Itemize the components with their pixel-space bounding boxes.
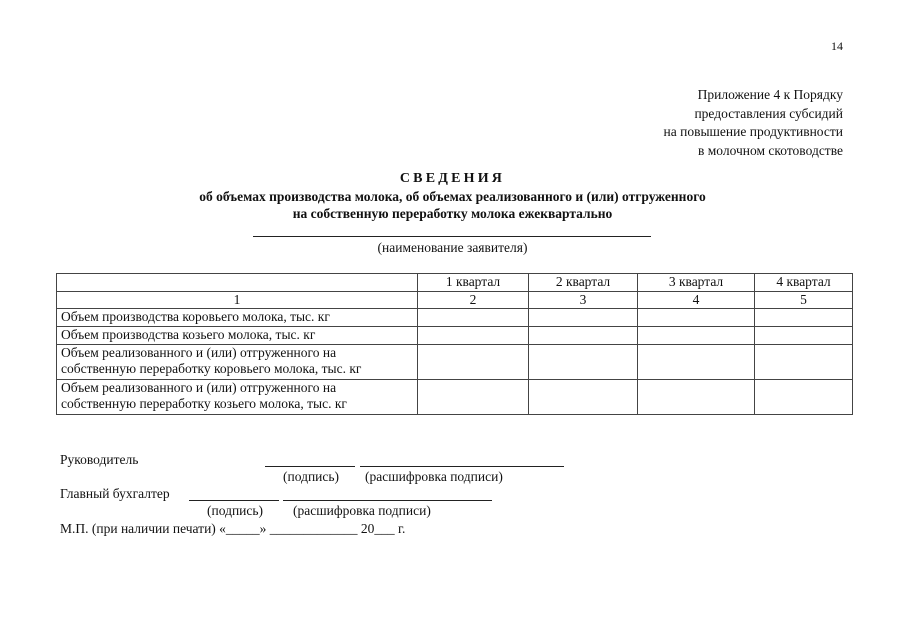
value-cell[interactable] bbox=[638, 327, 755, 345]
value-cell[interactable] bbox=[755, 345, 853, 380]
head-signature-line bbox=[265, 466, 355, 467]
appendix-line: на повышение продуктивности bbox=[663, 124, 843, 139]
table-numbering-row bbox=[57, 292, 853, 309]
value-cell[interactable] bbox=[638, 380, 755, 415]
applicant-name-line bbox=[253, 236, 651, 237]
appendix-note bbox=[664, 86, 843, 160]
value-cell[interactable] bbox=[529, 327, 638, 345]
head-label: Руководитель bbox=[60, 452, 139, 467]
row-label: Объем реализованного и (или) отгруженного на собственную переработку козьего молока, тыс. кг bbox=[57, 380, 418, 415]
row-label: Объем производства коровьего молока, тыс. кг bbox=[57, 309, 418, 327]
seal-date-line: М.П. (при наличии печати) «_____» _____________ 20___ г. bbox=[60, 521, 406, 536]
header-cell-empty bbox=[57, 274, 418, 292]
value-cell[interactable] bbox=[638, 345, 755, 380]
accountant-decode-line bbox=[283, 500, 492, 501]
accountant-sign-caption: (подпись) bbox=[207, 503, 264, 518]
report-table bbox=[56, 273, 853, 415]
number-cell: 1 bbox=[57, 292, 418, 309]
value-cell[interactable] bbox=[755, 380, 853, 415]
value-cell[interactable] bbox=[755, 309, 853, 327]
appendix-line: в молочном скотоводстве bbox=[697, 142, 843, 158]
table-row bbox=[57, 345, 853, 380]
head-decode-caption: (расшифровка подписи) bbox=[365, 469, 503, 484]
appendix-line: предоставления субсидий bbox=[694, 105, 843, 121]
title-subtitle-line1: об объемах производства молока, об объемах реализованного и (или) отгруженного bbox=[199, 189, 706, 204]
title-subtitle-line2: на собственную переработку молока ежеквартально bbox=[292, 206, 613, 221]
value-cell[interactable] bbox=[418, 309, 529, 327]
value-cell[interactable] bbox=[418, 345, 529, 380]
row-label: Объем реализованного и (или) отгруженного на собственную переработку коровьего молока, тыс. кг bbox=[57, 345, 418, 380]
page-number: 14 bbox=[831, 39, 843, 53]
value-cell[interactable] bbox=[638, 309, 755, 327]
number-cell: 2 bbox=[418, 292, 529, 309]
table-row bbox=[57, 309, 853, 327]
value-cell[interactable] bbox=[529, 345, 638, 380]
header-cell-q3: 3 квартал bbox=[638, 274, 755, 292]
accountant-decode-caption: (расшифровка подписи) bbox=[293, 503, 431, 518]
accountant-label: Главный бухгалтер bbox=[60, 486, 170, 501]
table-row bbox=[57, 327, 853, 345]
table-row bbox=[57, 380, 853, 415]
table-header-row bbox=[57, 274, 853, 292]
title-main: СВЕДЕНИЯ bbox=[399, 171, 506, 186]
header-cell-q1: 1 квартал bbox=[418, 274, 529, 292]
appendix-line: Приложение 4 к Порядку bbox=[697, 87, 843, 102]
document-title bbox=[0, 170, 905, 222]
accountant-signature-line bbox=[189, 500, 279, 501]
value-cell[interactable] bbox=[529, 380, 638, 415]
header-cell-q2: 2 квартал bbox=[529, 274, 638, 292]
applicant-caption: (наименование заявителя) bbox=[377, 240, 528, 255]
number-cell: 3 bbox=[529, 292, 638, 309]
head-sign-caption: (подпись) bbox=[283, 469, 340, 484]
value-cell[interactable] bbox=[418, 380, 529, 415]
value-cell[interactable] bbox=[755, 327, 853, 345]
number-cell: 5 bbox=[755, 292, 853, 309]
row-label: Объем производства козьего молока, тыс. кг bbox=[57, 327, 418, 345]
header-cell-q4: 4 квартал bbox=[755, 274, 853, 292]
number-cell: 4 bbox=[638, 292, 755, 309]
value-cell[interactable] bbox=[529, 309, 638, 327]
head-decode-line bbox=[360, 466, 564, 467]
value-cell[interactable] bbox=[418, 327, 529, 345]
